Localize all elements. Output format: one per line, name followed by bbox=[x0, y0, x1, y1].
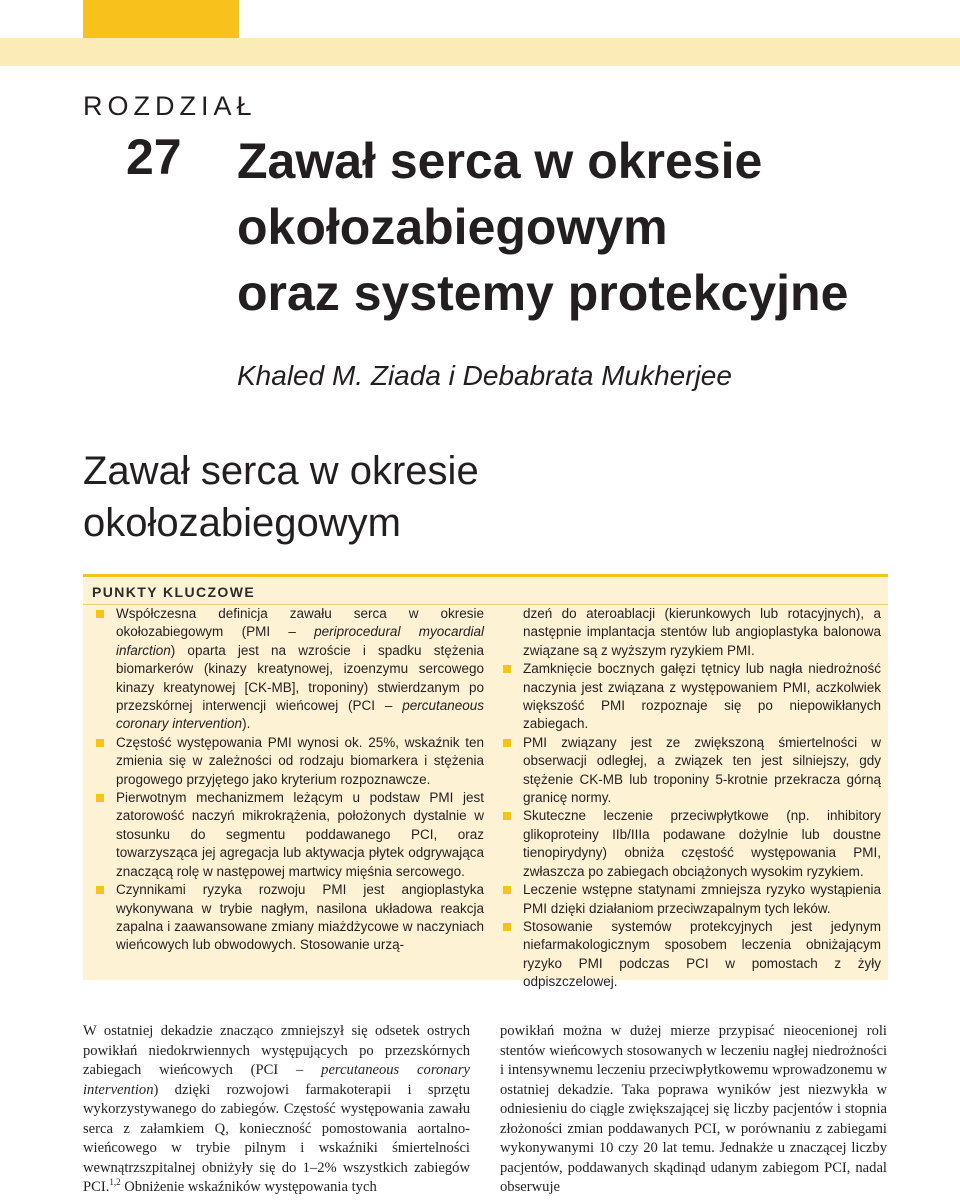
key-point-item: Skuteczne leczenie przeciwpłytkowe (np. inhibitory glikoproteiny IIb/IIIa podawane dożylnie lub doustne tienopirydyny) obniża częstość występowania PMI, zwłaszcza po zabiegach obciążonych wysokim ryzykiem. bbox=[503, 807, 881, 881]
square-bullet-icon bbox=[503, 812, 511, 820]
section-title-line: Zawał serca w okresie bbox=[83, 449, 479, 493]
key-point-continuation: dzeń do ateroablacji (kierunkowych lub rotacyjnych), a następnie implantacja stentów lub angioplastyka balonowa związane są z wyższym ryzykiem PMI. bbox=[523, 606, 881, 658]
header-band bbox=[0, 38, 960, 66]
header-accent-tab bbox=[83, 0, 239, 38]
square-bullet-icon bbox=[96, 610, 104, 618]
key-points-box bbox=[83, 574, 888, 990]
citation-ref: 1,2 bbox=[109, 1177, 121, 1188]
chapter-number: 27 bbox=[126, 129, 182, 185]
square-bullet-icon bbox=[503, 665, 511, 673]
square-bullet-icon bbox=[96, 739, 104, 747]
key-points-heading: PUNKTY KLUCZOWE bbox=[92, 584, 256, 600]
chapter-title-line: oraz systemy protekcyjne bbox=[237, 265, 849, 321]
section-title bbox=[83, 445, 479, 549]
chapter-title-line: okołozabiegowym bbox=[237, 199, 668, 255]
square-bullet-icon bbox=[503, 886, 511, 894]
key-point-item: Współczesna definicja zawału serca w okresie okołozabiegowym (PMI – periprocedural myocardial infarction) oparta jest na wzroście i spadku stężenia biomarkerów (kinazy kreatynowej, izoenzymu sercowego kinazy kreatynowej [CK-MB], troponiny) stwierdzanym po przezskórnej interwencji wieńcowej (PCI – percutaneous coronary intervention). bbox=[96, 605, 484, 734]
square-bullet-icon bbox=[96, 886, 104, 894]
chapter-title bbox=[237, 128, 848, 326]
square-bullet-icon bbox=[503, 923, 511, 931]
key-point-item: Częstość występowania PMI wynosi ok. 25%, wskaźnik ten zmienia się w zależności od rodzaju biomarkera i stężenia progowego przyjętego jako kryterium rozpoznawcze. bbox=[96, 734, 484, 789]
key-point-item: Stosowanie systemów protekcyjnych jest jedynym niefarmakologicznym sposobem leczenia obniżającym ryzyko PMI podczas PCI w pomostach z żyły odpiszczelowej. bbox=[503, 918, 881, 992]
chapter-label: ROZDZIAŁ bbox=[83, 91, 257, 121]
section-title-line: okołozabiegowym bbox=[83, 501, 401, 545]
key-point-item: Pierwotnym mechanizmem leżącym u podstaw PMI jest zatorowość naczyń mikrokrążenia, położonych dystalnie w stosunku do segmentu poddawanego PCI, oraz towarzysząca jej agregacja lub aktywacja płytek odgrywająca znaczącą rolę w następowej martwicy mięśnia sercowego. bbox=[96, 789, 484, 881]
chapter-title-line: Zawał serca w okresie bbox=[237, 133, 763, 189]
square-bullet-icon bbox=[503, 739, 511, 747]
key-point-item: Czynnikami ryzyka rozwoju PMI jest angioplastyka wykonywana w trybie nagłym, nasilona układowa reakcja zapalna i zaawansowane zmiany miażdżycowe w naczyniach wieńcowych lub obwodowych. Stosowanie urzą- bbox=[96, 881, 484, 955]
chapter-authors: Khaled M. Ziada i Debabrata Mukherjee bbox=[237, 360, 732, 391]
key-points-left-column bbox=[96, 605, 484, 955]
key-points-right-column bbox=[503, 605, 881, 992]
square-bullet-icon bbox=[96, 794, 104, 802]
key-point-item: PMI związany jest ze zwiększoną śmiertelności w obserwacji odległej, a związek ten jest silniejszy, gdy stężenie CK-MB lub troponiny 5-krotnie przekracza górną granicę normy. bbox=[503, 734, 881, 808]
body-paragraph-left: W ostatniej dekadzie znacząco zmniejszył się odsetek ostrych powikłań niedokrwiennych występujących po przezskórnych zabiegach wieńcowych (PCI – percutaneous coronary intervention) dzięki rozwojowi farmakoterapii i sprzętu wykorzystywanego do zabiegów. Częstość występowania zawału serca z załamkiem Q, konieczność pomostowania aortalno-wieńcowego w trybie pilnym i wskaźniki śmiertelności wewnątrzszpitalnej obniżyły się do 1–2% wszystkich zabiegów PCI.$^{1,2}$ Obniżenie wskaźników występowania tych bbox=[83, 1023, 470, 1195]
body-paragraph-right: powikłań można w dużej mierze przypisać nieocenionej roli stentów wieńcowych stosowanych w leczeniu nagłej niedrożności i intensywnemu leczeniu przeciwpłytkowemu wprowadzonemu w ostatniej dekadzie. Taka poprawa wyników jest niezwykła w odniesieniu do ciągle zwiększającej się liczby pacjentów i stopnia złożoności zmian poddawanych PCI, w porównaniu z zabiegami wykonywanymi 10 czy 20 lat temu. Jednakże u znaczącej liczby pacjentów, poddawanych skądinąd udanym zabiegom PCI, nadal obserwuje bbox=[500, 1023, 887, 1195]
key-point-item: Leczenie wstępne statynami zmniejsza ryzyko wystąpienia PMI dzięki działaniom przeciwzapalnym tych leków. bbox=[503, 881, 881, 918]
key-point-item: Zamknięcie bocznych gałęzi tętnicy lub nagła niedrożność naczynia jest związana z występowaniem PMI, aczkolwiek większość PMI rozpoznaje się po niepowikłanych zabiegach. bbox=[503, 660, 881, 734]
